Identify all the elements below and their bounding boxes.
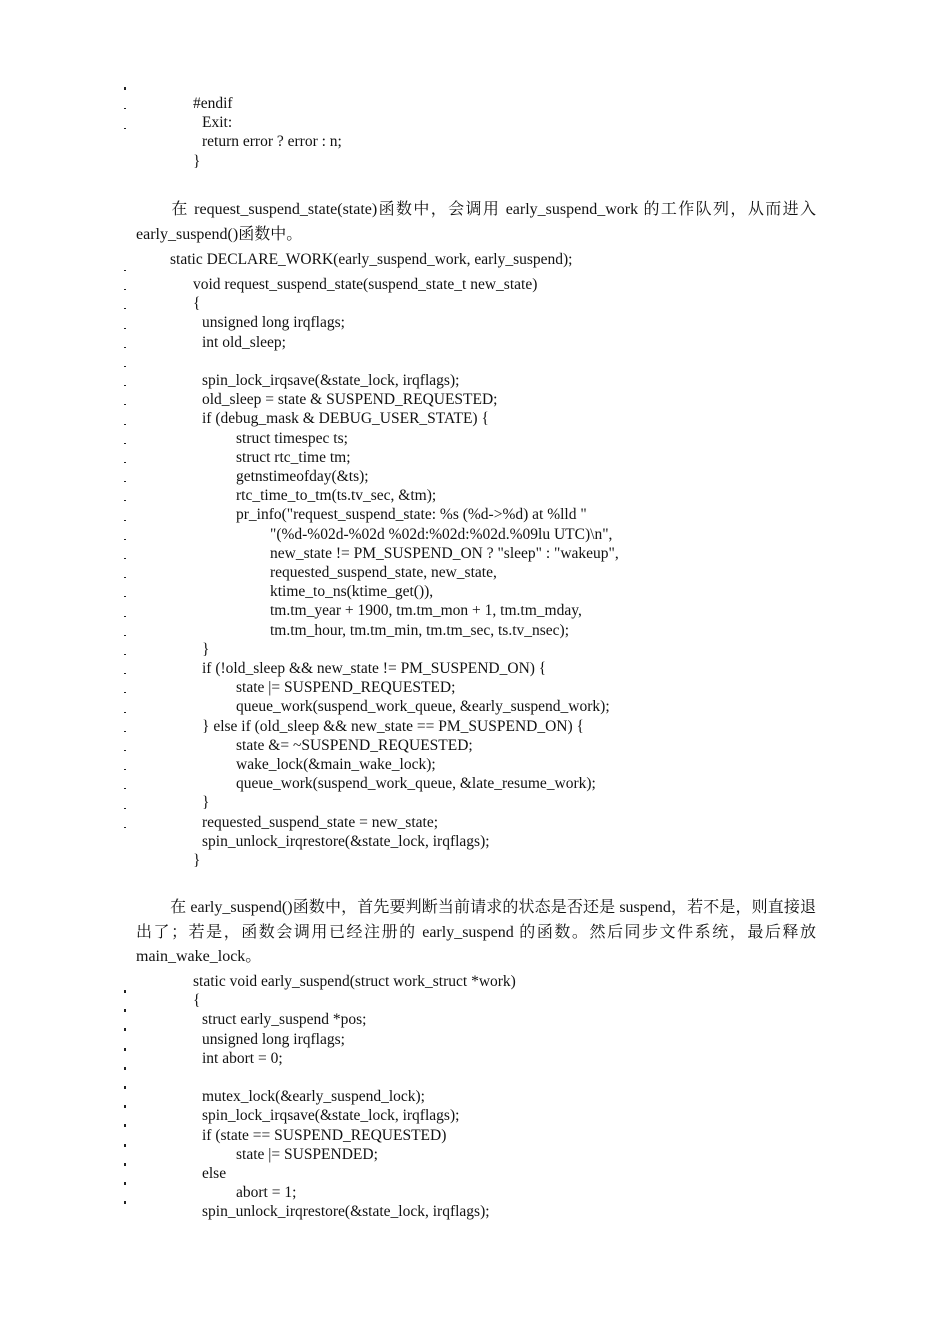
margin-mark: [124, 596, 126, 597]
code-line: tm.tm_year + 1900, tm.tm_mon + 1, tm.tm_mday,: [270, 602, 582, 620]
code-line: struct timespec ts;: [236, 429, 348, 447]
code-line: return error ? error : n;: [202, 133, 342, 151]
code-line: } else if (old_sleep && new_state == PM_SUSPEND_ON) {: [202, 717, 584, 735]
code-line: unsigned long irqflags;: [202, 314, 345, 332]
margin-mark: [124, 788, 126, 789]
code-line: {: [193, 295, 201, 313]
code-line: wake_lock(&main_wake_lock);: [236, 756, 436, 773]
margin-mark: [124, 692, 126, 693]
code-line: if (!old_sleep && new_state != PM_SUSPEND_ON) {: [202, 660, 547, 677]
margin-mark: [124, 520, 126, 521]
code-line: queue_work(suspend_work_queue, &early_suspend_work);: [236, 698, 610, 716]
code-line: ktime_to_ns(ktime_get()),: [270, 583, 434, 601]
code-line: getnstimeofday(&ts);: [236, 468, 369, 485]
margin-mark: [124, 289, 126, 290]
margin-mark: [124, 712, 126, 713]
code-line: new_state != PM_SUSPEND_ON ? "sleep" : "wakeup",: [270, 544, 619, 562]
margin-mark: [124, 443, 126, 444]
code-line: int old_sleep;: [202, 333, 286, 351]
margin-mark: [124, 616, 126, 617]
code-line: spin_lock_irqsave(&state_lock, irqflags);: [202, 372, 460, 389]
code-line: {: [193, 992, 201, 1010]
margin-mark: [124, 827, 126, 828]
margin-mark: [124, 1144, 126, 1147]
margin-mark: [124, 1124, 126, 1127]
code-line: }: [202, 640, 210, 658]
margin-mark: [124, 108, 126, 109]
margin-mark: [124, 808, 126, 809]
margin-mark: [124, 424, 126, 425]
margin-mark: [124, 635, 126, 636]
margin-mark: [124, 462, 126, 463]
code-line: if (debug_mask & DEBUG_USER_STATE) {: [202, 410, 489, 428]
code-line: #endif: [193, 95, 233, 112]
code-line: state |= SUSPENDED;: [236, 1145, 378, 1163]
code-line: }: [202, 794, 210, 812]
margin-mark: [124, 654, 126, 655]
code-line: old_sleep = state & SUSPEND_REQUESTED;: [202, 391, 498, 409]
code-line: queue_work(suspend_work_queue, &late_resume_work);: [236, 775, 596, 793]
margin-mark: [124, 1067, 126, 1070]
margin-mark: [124, 1028, 126, 1031]
margin-mark: [124, 769, 126, 770]
code-line: mutex_lock(&early_suspend_lock);: [202, 1088, 425, 1106]
margin-mark: [124, 347, 126, 348]
code-line: struct rtc_time tm;: [236, 448, 351, 466]
code-line: }: [193, 152, 201, 170]
code-line: else: [202, 1165, 227, 1182]
code-line: pr_info("request_suspend_state: %s (%d->%d) at %lld ": [236, 506, 587, 524]
code-line: unsigned long irqflags;: [202, 1030, 345, 1048]
declare-work-line: static DECLARE_WORK(early_suspend_work, early_suspend);: [170, 251, 573, 268]
margin-mark: [124, 673, 126, 674]
margin-mark: [124, 500, 126, 501]
code-line: abort = 1;: [236, 1184, 297, 1202]
margin-mark: [124, 990, 126, 993]
margin-mark: [124, 731, 126, 732]
paragraph-text: 在 request_suspend_state(state)函数中，会调用 early_suspend_work 的工作队列，从而进入 early_suspend()函数中。: [136, 201, 816, 243]
code-line: requested_suspend_state, new_state,: [270, 564, 497, 581]
margin-mark: [124, 270, 126, 271]
margin-mark: [124, 481, 126, 482]
code-line: static void early_suspend(struct work_struct *work): [193, 973, 516, 990]
margin-mark: [124, 750, 126, 751]
margin-mark: [124, 558, 126, 559]
margin-mark: [124, 328, 126, 329]
code-line: "(%d-%02d-%02d %02d:%02d:%02d.%09lu UTC)\n",: [270, 525, 613, 543]
code-line: state &= ~SUSPEND_REQUESTED;: [236, 736, 473, 754]
margin-mark: [124, 1086, 126, 1089]
margin-mark: [124, 128, 126, 129]
code-line: spin_unlock_irqrestore(&state_lock, irqflags);: [202, 832, 490, 850]
margin-mark: [124, 1163, 126, 1166]
paragraph-text: 在 early_suspend()函数中，首先要判断当前请求的状态是否还是 suspend，若不是，则直接退出了；若是，函数会调用已经注册的 early_suspend 的函数。然后同步文件系统，最后释放 main_wake_lock。: [136, 899, 816, 965]
code-line: rtc_time_to_tm(ts.tv_sec, &tm);: [236, 487, 437, 505]
code-line: int abort = 0;: [202, 1049, 283, 1067]
margin-mark: [124, 1201, 126, 1204]
margin-mark: [124, 539, 126, 540]
paragraph-early-suspend: [136, 896, 816, 970]
margin-mark: [124, 1009, 126, 1012]
margin-mark: [124, 366, 126, 367]
code-line: state |= SUSPEND_REQUESTED;: [236, 679, 456, 697]
margin-mark: [124, 1048, 126, 1051]
code-line: spin_lock_irqsave(&state_lock, irqflags);: [202, 1107, 460, 1125]
code-line: tm.tm_hour, tm.tm_min, tm.tm_sec, ts.tv_nsec);: [270, 621, 570, 639]
code-line: void request_suspend_state(suspend_state_t new_state): [193, 276, 538, 293]
code-line: if (state == SUSPEND_REQUESTED): [202, 1126, 447, 1144]
margin-mark: [124, 1182, 126, 1185]
code-line: Exit:: [202, 114, 233, 132]
paragraph-request-suspend: [136, 198, 816, 247]
margin-mark: [124, 577, 126, 578]
code-line: }: [193, 852, 201, 869]
margin-mark: [124, 87, 126, 90]
margin-mark: [124, 308, 126, 309]
code-line: spin_unlock_irqrestore(&state_lock, irqflags);: [202, 1203, 490, 1221]
margin-mark: [124, 1105, 126, 1108]
margin-mark: [124, 385, 126, 386]
code-line: requested_suspend_state = new_state;: [202, 813, 439, 831]
code-line: struct early_suspend *pos;: [202, 1011, 367, 1029]
margin-mark: [124, 404, 126, 405]
